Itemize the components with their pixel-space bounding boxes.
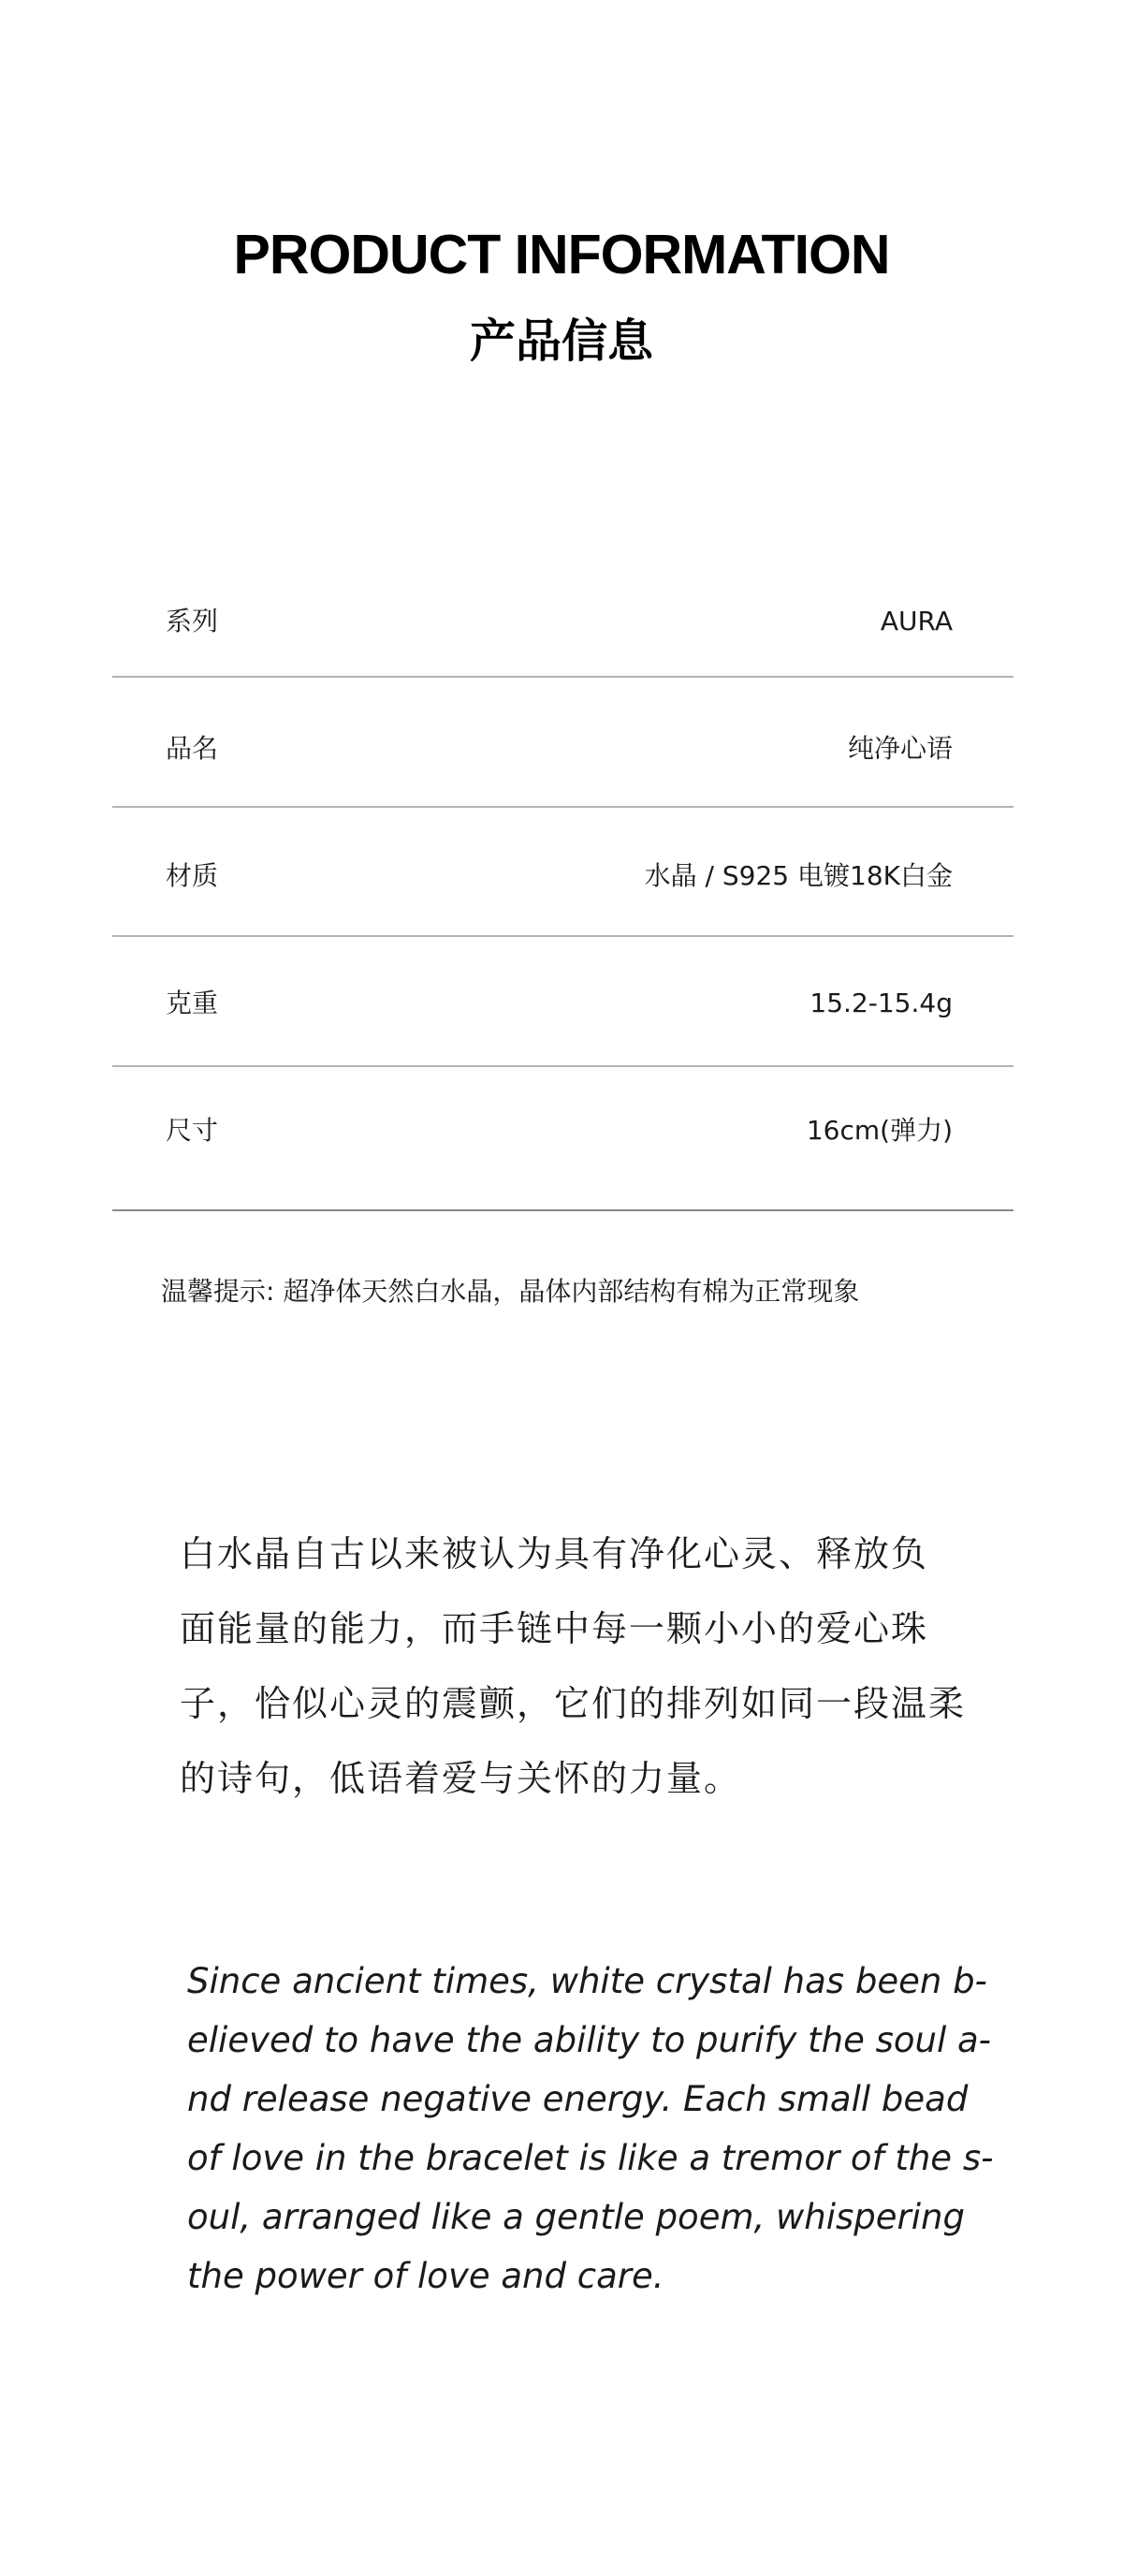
page-title-en: PRODUCT INFORMATION [233, 224, 890, 285]
description-en-line: the power of love and care. [187, 2256, 664, 2296]
table-divider [112, 1065, 1014, 1067]
spec-row-name [112, 689, 1014, 816]
table-divider [112, 806, 1014, 808]
page-title-cn: 产品信息 [469, 315, 653, 368]
description-cn [180, 1516, 984, 1816]
spec-table [112, 562, 1014, 1198]
description-en-line: nd release negative energy. Each small bead [187, 2079, 969, 2119]
description-en-line: Since ancient times, white crystal has been b- [187, 1961, 987, 2001]
spec-row-size [112, 1071, 1014, 1198]
spec-value: 纯净心语 [847, 733, 953, 764]
spec-value: AURA [880, 606, 953, 637]
table-divider [112, 676, 1014, 678]
spec-label: 品名 [166, 733, 219, 764]
spec-value: 15.2-15.4g [809, 988, 953, 1018]
description-cn-line: 白水晶自古以来被认为具有净化心灵、释放负 [180, 1533, 929, 1574]
spec-row-series [112, 562, 1014, 689]
description-en-line: of love in the bracelet is like a tremor of the s- [187, 2138, 994, 2178]
description-cn-line: 的诗句，低语着爱与关怀的力量。 [180, 1758, 742, 1799]
spec-label: 克重 [166, 988, 219, 1018]
description-cn-line: 子，恰似心灵的震颤，它们的排列如同一段温柔 [180, 1683, 967, 1724]
spec-label: 系列 [166, 606, 219, 637]
spec-value: 水晶 / S925 电镀18K白金 [644, 860, 953, 891]
description-cn-line: 面能量的能力，而手链中每一颗小小的爱心珠 [180, 1608, 929, 1649]
table-divider [112, 935, 1014, 937]
spec-value: 16cm(弹力) [806, 1115, 953, 1146]
description-en-line: oul, arranged like a gentle poem, whispering [187, 2197, 965, 2237]
spec-row-weight [112, 944, 1014, 1071]
description-en-line: elieved to have the ability to purify the soul a- [187, 2020, 992, 2060]
spec-label: 尺寸 [166, 1115, 219, 1146]
care-note: 温馨提示: 超净体天然白水晶，晶体内部结构有棉为正常现象 [161, 1276, 860, 1307]
spec-label: 材质 [166, 860, 219, 891]
table-bottom-divider [112, 1209, 1014, 1211]
description-en [187, 1952, 992, 2305]
spec-row-material [112, 816, 1014, 944]
